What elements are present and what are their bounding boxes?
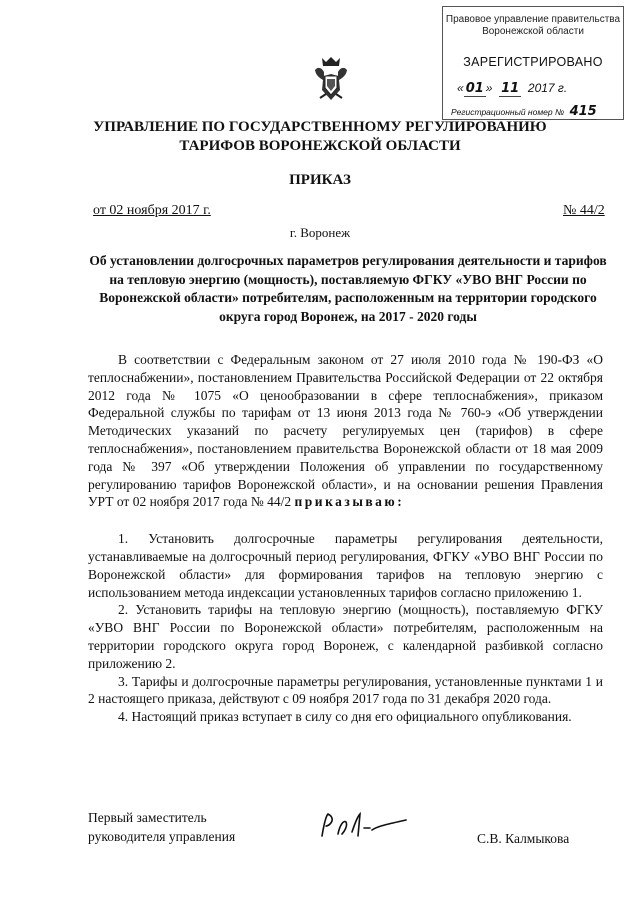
signatory-name: С.В. Калмыкова — [477, 831, 570, 846]
stamp-organization — [443, 14, 623, 38]
authority-title-line-2: ТАРИФОВ ВОРОНЕЖСКОЙ ОБЛАСТИ — [179, 138, 461, 154]
registration-stamp — [442, 6, 624, 120]
signatory-position-line-2: руководителя управления — [88, 829, 236, 844]
document-subject: Об установлении долгосрочных параметров регулирования деятельности и тарифов на тепловую энергию (мощность), поставляемую ФГКУ «УВО ВНГ России по Воронежской области» потребителям, расположенным на территории городского округа город Воронеж, на 2017 - 2020 годы — [89, 253, 607, 324]
stamp-reg-number: 415 — [569, 104, 597, 119]
preamble-paragraph — [88, 351, 603, 511]
stamp-org-line-1: Правовое управление правительства — [445, 14, 621, 25]
stamp-status: ЗАРЕГИСТРИРОВАНО — [463, 55, 603, 69]
document-city: г. Воронеж — [289, 225, 351, 240]
document-body — [88, 351, 603, 726]
document-number: № 44/2 — [563, 203, 605, 218]
stamp-reg-label: Регистрационный номер № — [451, 107, 565, 117]
stamp-date-day: 01 — [465, 81, 484, 96]
authority-title-line-1: УПРАВЛЕНИЕ ПО ГОСУДАРСТВЕННОМУ РЕГУЛИРОВАНИЮ — [93, 119, 547, 135]
preamble-text: В соответствии с Федеральным законом от 27 июля 2010 года № 190-ФЗ «О теплоснабжении», постановлением Правительства Российской Федерации от 22 октября 2012 года № 1075 «О ценообразовании в сфере теплоснабжения», приказом Федеральной службы по тарифам от 13 июня 2013 года № 760-э «Об утверждении Методических указаний по расчету регулируемых цен (тарифов) в сфере теплоснабжения», постановлением правительства Воронежской области от 18 мая 2009 года № 397 «Об утверждении Положения об управлении по государственному регулированию тарифов Воронежской области», и на основании решения Правления УРТ от 02 ноября 2017 года № 44/2 — [88, 352, 603, 510]
stamp-date-year: 2017 — [527, 81, 555, 95]
order-item-3: 3. Тарифы и долгосрочные параметры регулирования, установленные пунктами 1 и 2 настоящего приказа, действуют с 09 ноября 2017 года по 31 декабря 2020 года. — [88, 673, 603, 707]
stamp-date-month: 11 — [501, 81, 520, 96]
order-item-4: 4. Настоящий приказ вступает в силу со дня его официального опубликования. — [118, 709, 572, 725]
order-item-1: 1. Установить долгосрочные параметры регулирования деятельности, устанавливаемые на долгосрочный период регулирования, ФГКУ «УВО ВНГ России по Воронежской области» для формирования тарифов на тепловую энергию с использованием метода индексации установленных тарифов согласно приложению 1. — [88, 531, 603, 600]
document-date: от 02 ноября 2017 г. — [93, 203, 211, 218]
handwritten-signature — [318, 810, 410, 844]
stamp-date: « 01 » 11 2017 г. — [457, 81, 568, 96]
stamp-reg-number-line — [451, 104, 597, 119]
order-word: приказываю: — [294, 494, 405, 510]
signatory-position — [88, 808, 235, 846]
document-type: ПРИКАЗ — [289, 172, 351, 188]
order-item-2: 2. Установить тарифы на тепловую энергию (мощность), поставляемую ФГКУ «УВО ВНГ России по Воронежской области» потребителям, расположенным на территории городского округа город Воронеж, с календарной разбивкой согласно приложению 2. — [88, 602, 603, 671]
signatory-position-line-1: Первый заместитель — [88, 810, 207, 825]
stamp-org-line-2: Воронежской области — [482, 26, 584, 37]
coat-of-arms-icon — [312, 54, 350, 104]
